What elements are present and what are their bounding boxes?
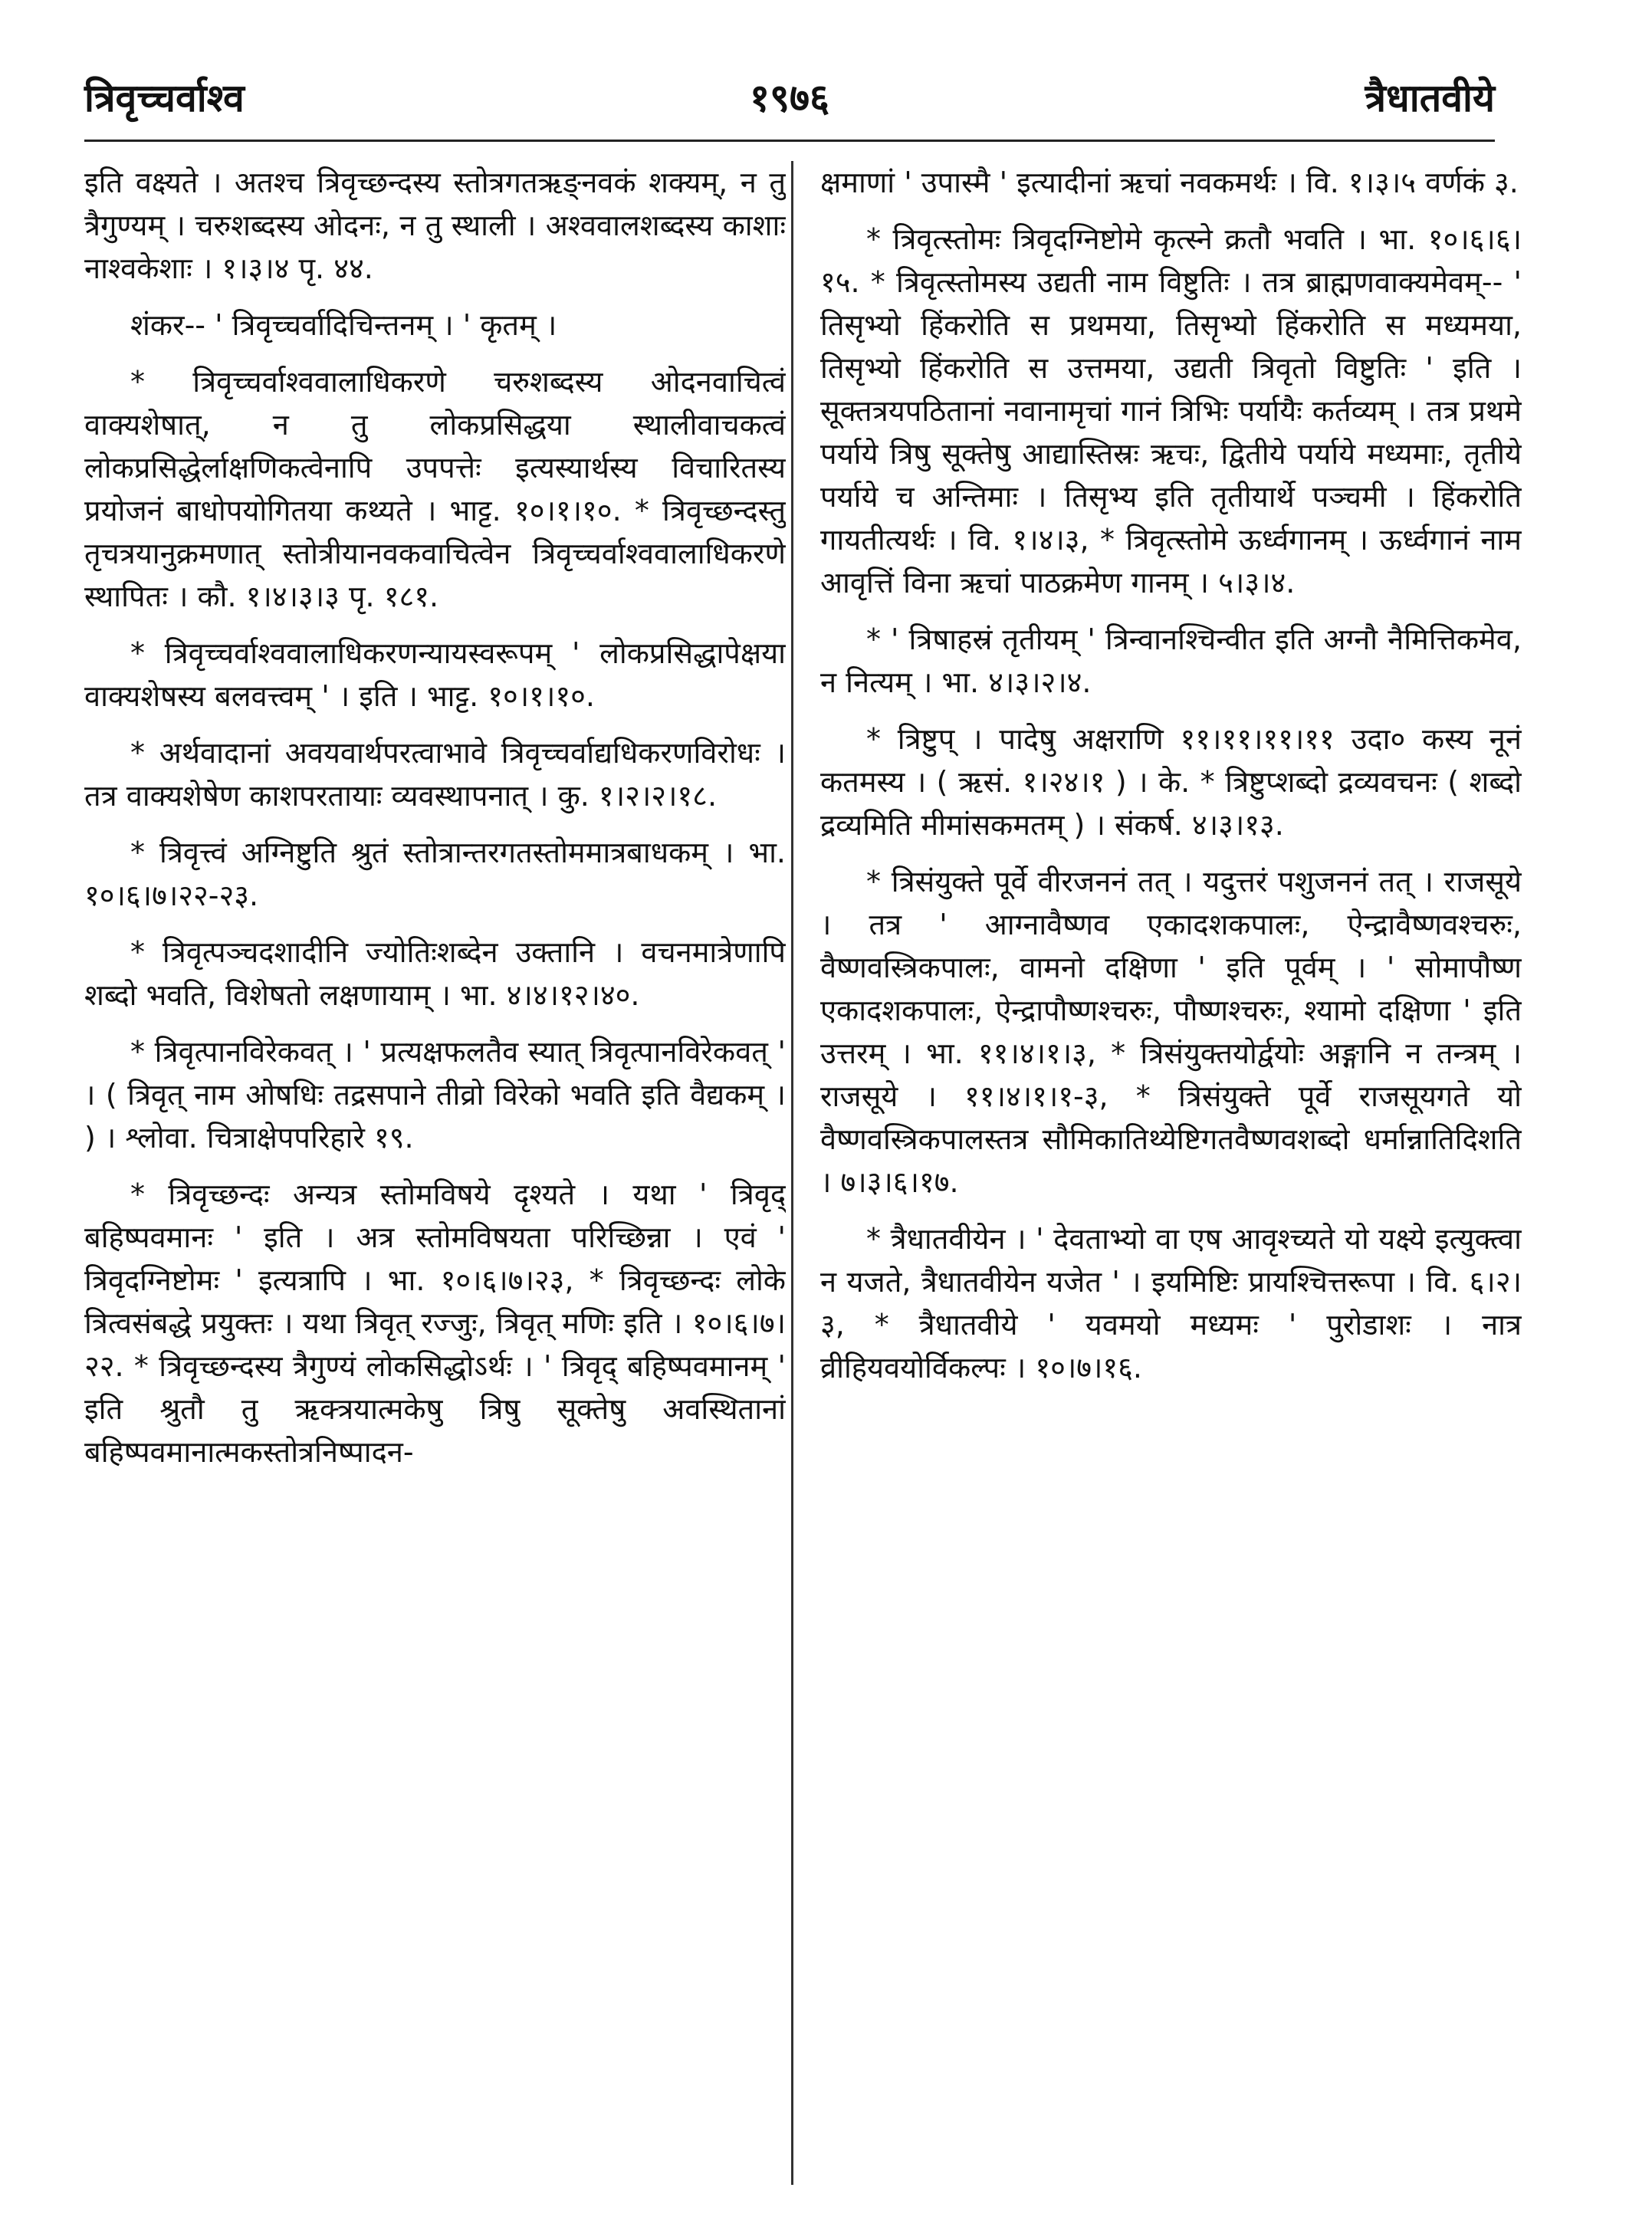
entry-paragraph: * त्रिवृच्चर्वाश्ववालाधिकरणे चरुशब्दस्य ओदनवाचित्वं वाक्यशेषात्, न तु लोकप्रसिद्धया स्थालीवाचकत्वं लोकप्रसिद्धेर्लाक्षणिकत्वेनापि उपपत्तेः इत्यस्यार्थस्य विचारितस्य प्रयोजनं बाधोपयोगितया कथ्यते । भाट्ट. १०।१।१०. * त्रिवृच्छन्दस्तु तृचत्रयानुक्रमणात् स्तोत्रीयानवकवाचित्वेन त्रिवृच्चर्वाश्ववालाधिकरणे स्थापितः । कौ. १।४।३।३ पृ. १८१.: [84, 365, 786, 613]
right-column: [820, 161, 1522, 2185]
entry-paragraph: इति वक्ष्यते । अतश्च त्रिवृच्छन्दस्य स्तोत्रगतऋङ्नवकं शक्यम्, न तु त्रैगुण्यम् । चरुशब्दस्य ओदनः, न तु स्थाली । अश्ववालशब्दस्य काशाः नाश्वकेशाः । १।३।४ पृ. ४४.: [84, 166, 786, 285]
left-column: [84, 161, 786, 2185]
entry-paragraph: * त्रिष्टुप् । पादेषु अक्षराणि ११।११।११।११ उदा० कस्य नूनं कतमस्य । ( ऋसं. १।२४।१ ) । के. * त्रिष्टुप्शब्दो द्रव्यवचनः ( शब्दो द्रव्यमिति मीमांसकमतम् ) । संकर्ष. ४।३।१३.: [820, 722, 1522, 842]
running-head-left: त्रिवृच्चर्वाश्व: [84, 76, 245, 120]
entry-paragraph: शंकर-- ' त्रिवृच्चर्वादिचिन्तनम् । ' कृतम् ।: [130, 308, 557, 342]
entry-paragraph: क्षमाणां ' उपास्मै ' इत्यादीनां ऋचां नवकमर्थः । वि. १।३।५ वर्णकं ३.: [820, 166, 1519, 199]
entry-paragraph: * ' त्रिषाहस्रं तृतीयम् ' त्रिन्वानश्चिन्वीत इति अग्नौ नैमित्तिकमेव, न नित्यम् । भा. ४।३।२।४.: [820, 622, 1522, 699]
entry-paragraph: * अर्थवादानां अवयवार्थपरत्वाभावे त्रिवृच्चर्वाद्यधिकरणविरोधः । तत्र वाक्यशेषेण काशपरतायाः व्यवस्थापनात् । कु. १।२।२।१८.: [84, 736, 786, 813]
page-number: १९७६: [750, 76, 829, 120]
entry-paragraph: * त्रिवृत्त्वं अग्निष्टुति श्रुतं स्तोत्रान्तरगतस्तोममात्रबाधकम् । भा. १०।६।७।२२-२३.: [84, 836, 786, 912]
entry-paragraph: * त्रिवृत्पानविरेकवत् । ' प्रत्यक्षफलतैव स्यात् त्रिवृत्पानविरेकवत् ' । ( त्रिवृत् नाम ओषधिः तद्रसपाने तीव्रो विरेको भवति इति वैद्यकम् । ) । श्लोवा. चित्राक्षेपपरिहारे १९.: [84, 1035, 786, 1155]
entry-paragraph: * त्रैधातवीयेन । ' देवताभ्यो वा एष आवृश्च्यते यो यक्ष्ये इत्युक्त्वा न यजते, त्रैधातवीयेन यजेत ' । इयमिष्टिः प्रायश्चित्तरूपा । वि. ६।२।३, * त्रैधातवीये ' यवमयो मध्यमः ' पुरोडाशः । नात्र व्रीहियवयोर्विकल्पः । १०।७।१६.: [820, 1222, 1522, 1384]
entry-paragraph: * त्रिवृत्स्तोमः त्रिवृदग्निष्टोमे कृत्स्ने क्रतौ भवति । भा. १०।६।६।१५. * त्रिवृत्स्तोमस्य उद्यती नाम विष्टुतिः । तत्र ब्राह्मणवाक्यमेवम्-- ' तिसृभ्यो हिंकरोति स प्रथमया, तिसृभ्यो हिंकरोति स मध्यमया, तिसृभ्यो हिंकरोति स उत्तमया, उद्यती त्रिवृतो विष्टुतिः ' इति । सूक्तत्रयपठितानां नवानामृचां गानं त्रिभिः पर्यायैः कर्तव्यम् । तत्र प्रथमे पर्याये त्रिषु सूक्तेषु आद्यास्तिस्रः ऋचः, द्वितीये पर्याये मध्यमाः, तृतीये पर्याये च अन्तिमाः । तिसृभ्य इति तृतीयार्थे पञ्चमी । हिंकरोति गायतीत्यर्थः । वि. १।४।३, * त्रिवृत्स्तोमे ऊर्ध्वगानम् । ऊर्ध्वगानं नाम आवृत्तिं विना ऋचां पाठक्रमेण गानम् । ५।३।४.: [820, 222, 1522, 599]
column-divider: [791, 161, 793, 2185]
entry-paragraph: * त्रिवृच्चर्वाश्ववालाधिकरणन्यायस्वरूपम् ' लोकप्रसिद्धापेक्षया वाक्यशेषस्य बलवत्त्वम् ' । इति । भाट्ट. १०।१।१०.: [84, 636, 786, 713]
entry-paragraph: * त्रिसंयुक्ते पूर्वे वीरजननं तत् । यदुत्तरं पशुजननं तत् । राजसूये । तत्र ' आग्नावैष्णव एकादशकपालः, ऐन्द्रावैष्णवश्चरुः, वैष्णवस्त्रिकपालः, वामनो दक्षिणा ' इति पूर्वम् । ' सोमापौष्ण एकादशकपालः, ऐन्द्रापौष्णश्चरुः, पौष्णश्चरुः, श्यामो दक्षिणा ' इति उत्तरम् । भा. ११।४।१।३, * त्रिसंयुक्तयोर्द्वयोः अङ्गानि न तन्त्रम् । राजसूये । ११।४।१।१-३, * त्रिसंयुक्ते पूर्वे राजसूयगते यो वैष्णवस्त्रिकपालस्तत्र सौमिकातिथ्येष्टिगतवैष्णवशब्दो धर्मान्नातिदिशति । ७।३।६।१७.: [820, 865, 1522, 1199]
header-rule: [84, 140, 1495, 142]
entry-paragraph: * त्रिवृच्छन्दः अन्यत्र स्तोमविषये दृश्यते । यथा ' त्रिवृद् बहिष्पवमानः ' इति । अत्र स्तोमविषयता परिच्छिन्ना । एवं ' त्रिवृदग्निष्टोमः ' इत्यत्रापि । भा. १०।६।७।२३, * त्रिवृच्छन्दः लोके त्रित्वसंबद्धे प्रयुक्तः । यथा त्रिवृत् रज्जुः, त्रिवृत् मणिः इति । १०।६।७।२२. * त्रिवृच्छन्दस्य त्रैगुण्यं लोकसिद्धोऽर्थः । ' त्रिवृद् बहिष्पवमानम् ' इति श्रुतौ तु ऋक्त्रयात्मकेषु त्रिषु सूक्तेषु अवस्थितानां बहिष्पवमानात्मकस्तोत्रनिष्पादन-: [84, 1178, 786, 1469]
running-head-right: त्रैधातवीये: [1365, 76, 1495, 120]
entry-paragraph: * त्रिवृत्पञ्चदशादीनि ज्योतिःशब्देन उक्तानि । वचनमात्रेणापि शब्दो भवति, विशेषतो लक्षणायाम् । भा. ४।४।१२।४०.: [84, 935, 786, 1012]
page-header: [84, 60, 1495, 136]
